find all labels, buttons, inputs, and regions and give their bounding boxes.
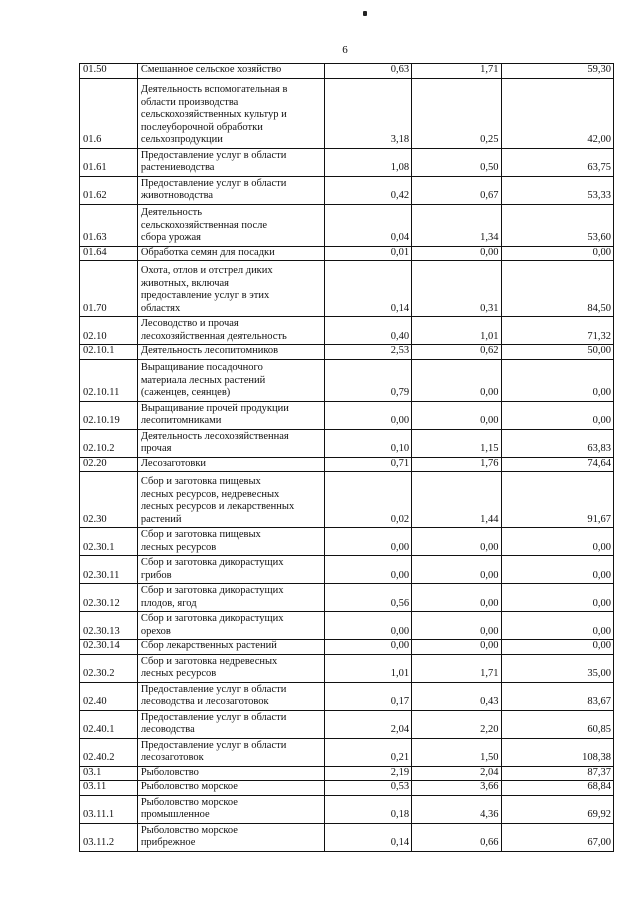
page-number: 6	[342, 44, 348, 56]
table-row	[80, 472, 614, 528]
value-cell-2: 1,71	[412, 654, 501, 682]
table-row	[80, 457, 614, 472]
table-body	[80, 64, 614, 852]
value-cell-3: 74,64	[501, 457, 614, 472]
table-row	[80, 401, 614, 429]
table-row	[80, 781, 614, 796]
table-row	[80, 823, 614, 851]
code-cell: 02.10.11	[80, 359, 138, 401]
name-cell: Деятельность лесохозяйственная прочая	[137, 429, 324, 457]
table-row	[80, 710, 614, 738]
value-cell-1: 0,04	[324, 204, 411, 246]
value-cell-1: 0,10	[324, 429, 411, 457]
code-cell: 02.40.1	[80, 710, 138, 738]
table-row	[80, 640, 614, 655]
table-row	[80, 612, 614, 640]
value-cell-1: 0,40	[324, 317, 411, 345]
value-cell-1: 0,00	[324, 640, 411, 655]
table-row	[80, 148, 614, 176]
code-cell: 02.10	[80, 317, 138, 345]
value-cell-2: 1,50	[412, 738, 501, 766]
value-cell-1: 0,00	[324, 401, 411, 429]
value-cell-3: 0,00	[501, 528, 614, 556]
name-cell: Лесозаготовки	[137, 457, 324, 472]
value-cell-2: 0,00	[412, 359, 501, 401]
value-cell-1: 0,79	[324, 359, 411, 401]
value-cell-3: 87,37	[501, 766, 614, 781]
name-cell: Сбор и заготовка пищевых лесных ресурсов, недревесных лесных ресурсов и лекарственных растений	[137, 472, 324, 528]
value-cell-1: 0,02	[324, 472, 411, 528]
value-cell-1: 1,08	[324, 148, 411, 176]
name-cell: Предоставление услуг в области лесоводства и лесозаготовок	[137, 682, 324, 710]
value-cell-3: 108,38	[501, 738, 614, 766]
table-row	[80, 261, 614, 317]
value-cell-1: 0,71	[324, 457, 411, 472]
value-cell-3: 60,85	[501, 710, 614, 738]
code-cell: 02.30	[80, 472, 138, 528]
value-cell-2: 1,34	[412, 204, 501, 246]
name-cell: Деятельность лесопитомников	[137, 345, 324, 360]
name-cell: Рыболовство морское прибрежное	[137, 823, 324, 851]
table-row	[80, 246, 614, 261]
value-cell-2: 1,76	[412, 457, 501, 472]
name-cell: Предоставление услуг в области лесозаготовок	[137, 738, 324, 766]
value-cell-2: 0,00	[412, 528, 501, 556]
name-cell: Рыболовство морское	[137, 781, 324, 796]
code-cell: 02.30.13	[80, 612, 138, 640]
table-row	[80, 556, 614, 584]
value-cell-2: 0,00	[412, 556, 501, 584]
value-cell-2: 2,20	[412, 710, 501, 738]
value-cell-3: 0,00	[501, 612, 614, 640]
value-cell-2: 0,00	[412, 401, 501, 429]
value-cell-3: 63,83	[501, 429, 614, 457]
value-cell-3: 69,92	[501, 795, 614, 823]
value-cell-2: 0,67	[412, 176, 501, 204]
code-cell: 02.10.2	[80, 429, 138, 457]
value-cell-3: 53,33	[501, 176, 614, 204]
table-row	[80, 429, 614, 457]
value-cell-1: 0,21	[324, 738, 411, 766]
value-cell-3: 0,00	[501, 556, 614, 584]
value-cell-3: 0,00	[501, 359, 614, 401]
value-cell-2: 1,01	[412, 317, 501, 345]
value-cell-2: 1,44	[412, 472, 501, 528]
value-cell-3: 68,84	[501, 781, 614, 796]
table-row	[80, 528, 614, 556]
value-cell-3: 0,00	[501, 640, 614, 655]
name-cell: Обработка семян для посадки	[137, 246, 324, 261]
code-cell: 02.40.2	[80, 738, 138, 766]
code-cell: 01.64	[80, 246, 138, 261]
value-cell-3: 63,75	[501, 148, 614, 176]
value-cell-1: 0,56	[324, 584, 411, 612]
code-cell: 02.30.12	[80, 584, 138, 612]
value-cell-2: 0,31	[412, 261, 501, 317]
name-cell: Рыболовство	[137, 766, 324, 781]
value-cell-2: 0,00	[412, 640, 501, 655]
code-cell: 02.10.1	[80, 345, 138, 360]
value-cell-3: 0,00	[501, 246, 614, 261]
value-cell-2: 0,00	[412, 612, 501, 640]
value-cell-2: 1,71	[412, 64, 501, 79]
value-cell-2: 3,66	[412, 781, 501, 796]
value-cell-3: 0,00	[501, 401, 614, 429]
value-cell-3: 42,00	[501, 78, 614, 148]
value-cell-1: 0,17	[324, 682, 411, 710]
value-cell-2: 1,15	[412, 429, 501, 457]
value-cell-3: 0,00	[501, 584, 614, 612]
value-cell-1: 0,18	[324, 795, 411, 823]
name-cell: Лесоводство и прочая лесохозяйственная деятельность	[137, 317, 324, 345]
code-cell: 01.62	[80, 176, 138, 204]
value-cell-1: 0,00	[324, 528, 411, 556]
table-row	[80, 584, 614, 612]
code-cell: 02.40	[80, 682, 138, 710]
scan-mark	[363, 11, 367, 16]
name-cell: Предоставление услуг в области лесоводства	[137, 710, 324, 738]
name-cell: Предоставление услуг в области животноводства	[137, 176, 324, 204]
value-cell-1: 2,04	[324, 710, 411, 738]
value-cell-3: 67,00	[501, 823, 614, 851]
table-row	[80, 795, 614, 823]
code-cell: 01.70	[80, 261, 138, 317]
name-cell: Охота, отлов и отстрел диких животных, включая предоставление услуг в этих областях	[137, 261, 324, 317]
value-cell-1: 0,14	[324, 261, 411, 317]
code-cell: 03.11	[80, 781, 138, 796]
value-cell-3: 53,60	[501, 204, 614, 246]
code-cell: 01.63	[80, 204, 138, 246]
code-cell: 02.30.1	[80, 528, 138, 556]
code-cell: 03.11.2	[80, 823, 138, 851]
name-cell: Выращивание посадочного материала лесных растений (саженцев, сеянцев)	[137, 359, 324, 401]
value-cell-2: 0,25	[412, 78, 501, 148]
value-cell-2: 2,04	[412, 766, 501, 781]
code-cell: 01.50	[80, 64, 138, 79]
value-cell-3: 71,32	[501, 317, 614, 345]
value-cell-2: 0,00	[412, 584, 501, 612]
value-cell-3: 83,67	[501, 682, 614, 710]
value-cell-3: 91,67	[501, 472, 614, 528]
name-cell: Сбор и заготовка дикорастущих плодов, ягод	[137, 584, 324, 612]
table-row	[80, 345, 614, 360]
name-cell: Сбор и заготовка пищевых лесных ресурсов	[137, 528, 324, 556]
table-row	[80, 176, 614, 204]
value-cell-3: 50,00	[501, 345, 614, 360]
value-cell-2: 0,00	[412, 246, 501, 261]
value-cell-1: 2,53	[324, 345, 411, 360]
value-cell-1: 3,18	[324, 78, 411, 148]
name-cell: Сбор лекарственных растений	[137, 640, 324, 655]
value-cell-2: 0,66	[412, 823, 501, 851]
name-cell: Деятельность сельскохозяйственная после сбора урожая	[137, 204, 324, 246]
table-row	[80, 78, 614, 148]
code-cell: 02.30.14	[80, 640, 138, 655]
code-cell: 03.11.1	[80, 795, 138, 823]
okved-table	[79, 63, 614, 852]
value-cell-1: 2,19	[324, 766, 411, 781]
value-cell-1: 0,01	[324, 246, 411, 261]
table-row	[80, 204, 614, 246]
value-cell-2: 0,50	[412, 148, 501, 176]
value-cell-1: 0,00	[324, 556, 411, 584]
value-cell-3: 59,30	[501, 64, 614, 79]
table-row	[80, 654, 614, 682]
name-cell: Предоставление услуг в области растениеводства	[137, 148, 324, 176]
value-cell-1: 0,14	[324, 823, 411, 851]
code-cell: 01.6	[80, 78, 138, 148]
code-cell: 02.30.2	[80, 654, 138, 682]
value-cell-2: 0,62	[412, 345, 501, 360]
name-cell: Сбор и заготовка недревесных лесных ресурсов	[137, 654, 324, 682]
name-cell: Смешанное сельское хозяйство	[137, 64, 324, 79]
value-cell-1: 1,01	[324, 654, 411, 682]
value-cell-1: 0,42	[324, 176, 411, 204]
value-cell-2: 4,36	[412, 795, 501, 823]
name-cell: Сбор и заготовка дикорастущих орехов	[137, 612, 324, 640]
table-row	[80, 738, 614, 766]
name-cell: Сбор и заготовка дикорастущих грибов	[137, 556, 324, 584]
table-row	[80, 317, 614, 345]
code-cell: 02.20	[80, 457, 138, 472]
name-cell: Выращивание прочей продукции лесопитомниками	[137, 401, 324, 429]
value-cell-3: 84,50	[501, 261, 614, 317]
value-cell-1: 0,00	[324, 612, 411, 640]
code-cell: 02.10.19	[80, 401, 138, 429]
value-cell-3: 35,00	[501, 654, 614, 682]
code-cell: 02.30.11	[80, 556, 138, 584]
value-cell-1: 0,63	[324, 64, 411, 79]
name-cell: Деятельность вспомогательная в области производства сельскохозяйственных культур и послеуборочной обработки сельхозпродукции	[137, 78, 324, 148]
name-cell: Рыболовство морское промышленное	[137, 795, 324, 823]
code-cell: 03.1	[80, 766, 138, 781]
table-row	[80, 359, 614, 401]
table-row	[80, 766, 614, 781]
code-cell: 01.61	[80, 148, 138, 176]
table-row	[80, 682, 614, 710]
table-row	[80, 64, 614, 79]
value-cell-2: 0,43	[412, 682, 501, 710]
value-cell-1: 0,53	[324, 781, 411, 796]
